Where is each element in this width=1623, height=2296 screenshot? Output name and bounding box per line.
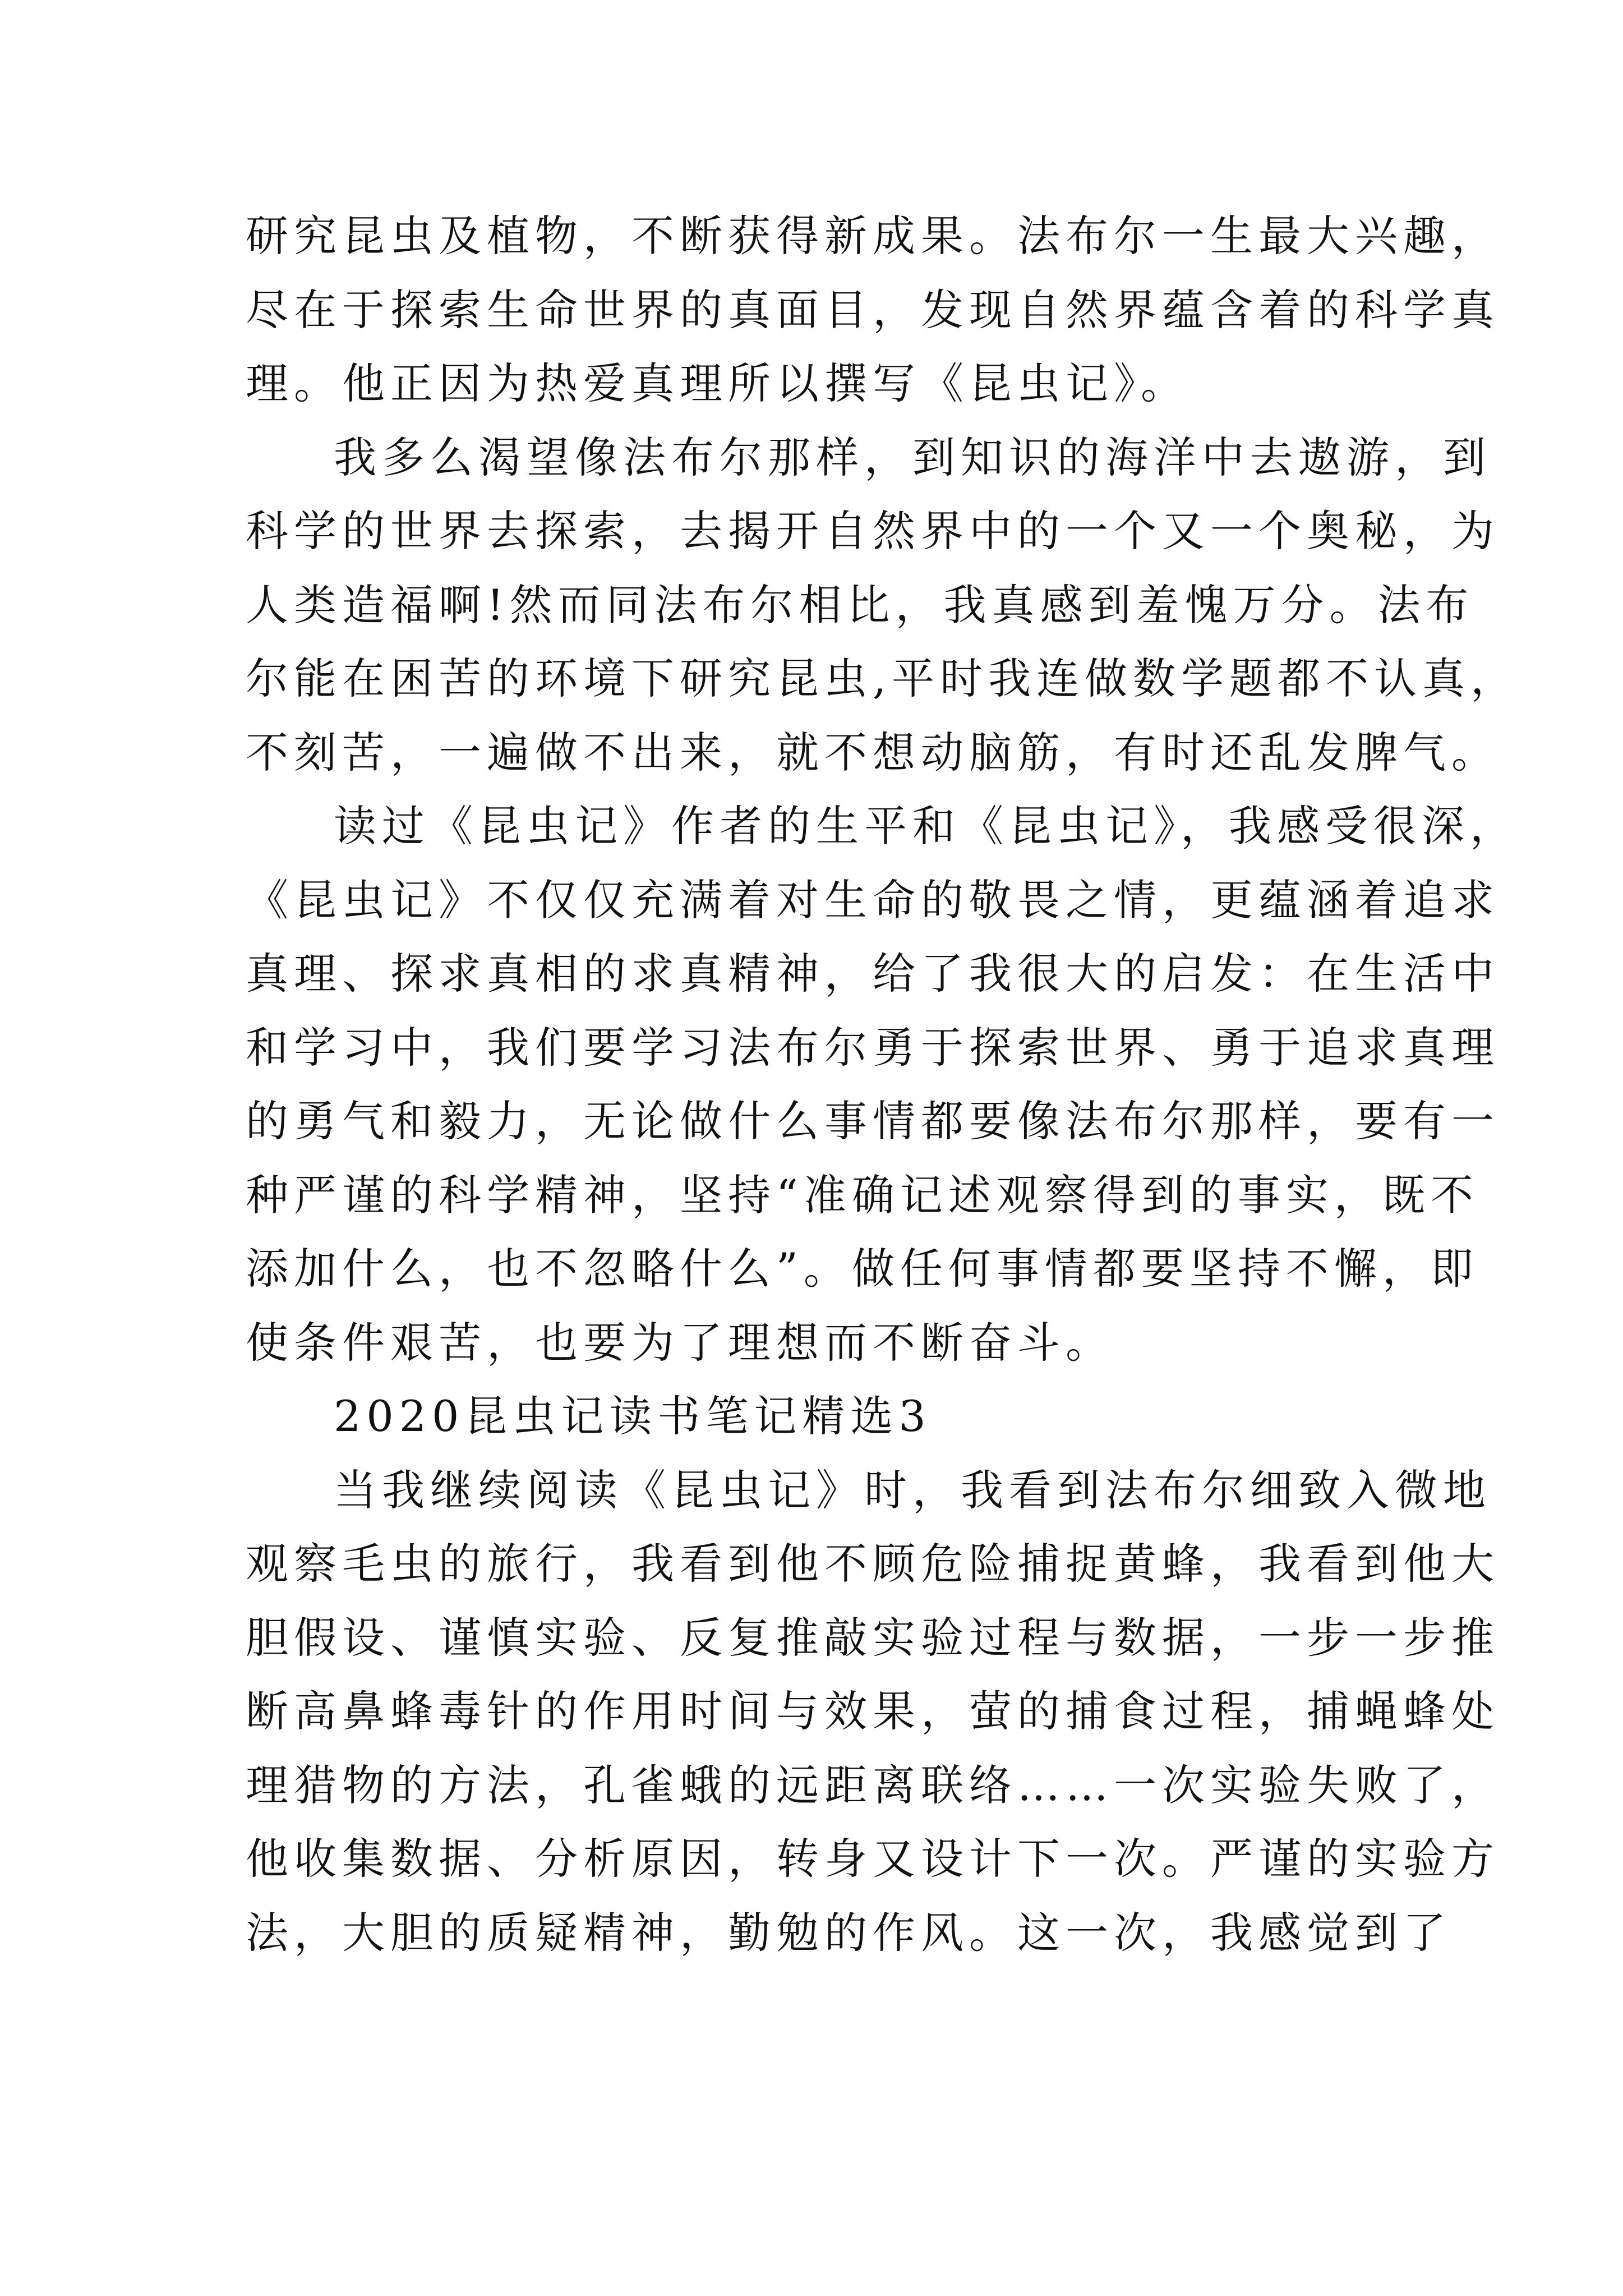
section-heading: 2020昆虫记读书笔记精选3 (334, 1391, 932, 1441)
text-line: 理猎物的方法，孔雀蛾的远距离联络……一次实验失败了， (246, 1760, 1500, 1810)
text-line: 的勇气和毅力，无论做什么事情都要像法布尔那样，要有一 (246, 1096, 1500, 1146)
text-line: 他收集数据、分析原因，转身又设计下一次。严谨的实验方 (246, 1834, 1500, 1884)
text-line: 《昆虫记》不仅仅充满着对生命的敬畏之情，更蕴涵着追求 (246, 875, 1500, 925)
text-line: 理。他正因为热爱真理所以撰写《昆虫记》。 (246, 358, 1189, 408)
text-line: 人类造福啊!然而同法布尔相比，我真感到羞愧万分。法布 (246, 579, 1474, 630)
text-line: 真理、探求真相的求真精神，给了我很大的启发：在生活中 (246, 949, 1500, 999)
text-line: 添加什么，也不忽略什么”。做任何事情都要坚持不懈，即 (246, 1244, 1479, 1294)
paragraph-start-line: 读过《昆虫记》作者的生平和《昆虫记》，我感受很深， (334, 801, 1518, 851)
text-line: 尔能在困苦的环境下研究昆虫,平时我连做数学题都不认真， (246, 654, 1519, 703)
text-line: 种严谨的科学精神，坚持“准确记述观察得到的事实，既不 (246, 1170, 1479, 1220)
paragraph-start-line: 当我继续阅读《昆虫记》时，我看到法布尔细致入微地 (334, 1465, 1491, 1515)
text-line: 科学的世界去探索，去揭开自然界中的一个又一个奥秘，为 (246, 506, 1500, 556)
text-line: 使条件艰苦，也要为了理想而不断奋斗。 (246, 1317, 1114, 1368)
text-line: 研究昆虫及植物，不断获得新成果。法布尔一生最大兴趣， (246, 211, 1500, 261)
text-line: 尽在于探索生命世界的真面目，发现自然界蕴含着的科学真 (246, 284, 1500, 335)
text-line: 和学习中，我们要学习法布尔勇于探索世界、勇于追求真理 (246, 1022, 1500, 1073)
document-body (246, 199, 1519, 1970)
text-line: 断高鼻蜂毒针的作用时间与效果，萤的捕食过程，捕蝇蜂处 (246, 1686, 1500, 1736)
text-line: 不刻苦，一遍做不出来，就不想动脑筋，有时还乱发脾气。 (246, 727, 1500, 777)
text-line: 观察毛虫的旅行，我看到他不顾危险捕捉黄蜂，我看到他大 (246, 1539, 1500, 1589)
text-line: 法，大胆的质疑精神，勤勉的作风。这一次，我感觉到了 (246, 1907, 1451, 1958)
text-line: 胆假设、谨慎实验、反复推敲实验过程与数据，一步一步推 (246, 1612, 1500, 1663)
paragraph-start-line: 我多么渴望像法布尔那样，到知识的海洋中去遨游，到 (334, 432, 1491, 482)
